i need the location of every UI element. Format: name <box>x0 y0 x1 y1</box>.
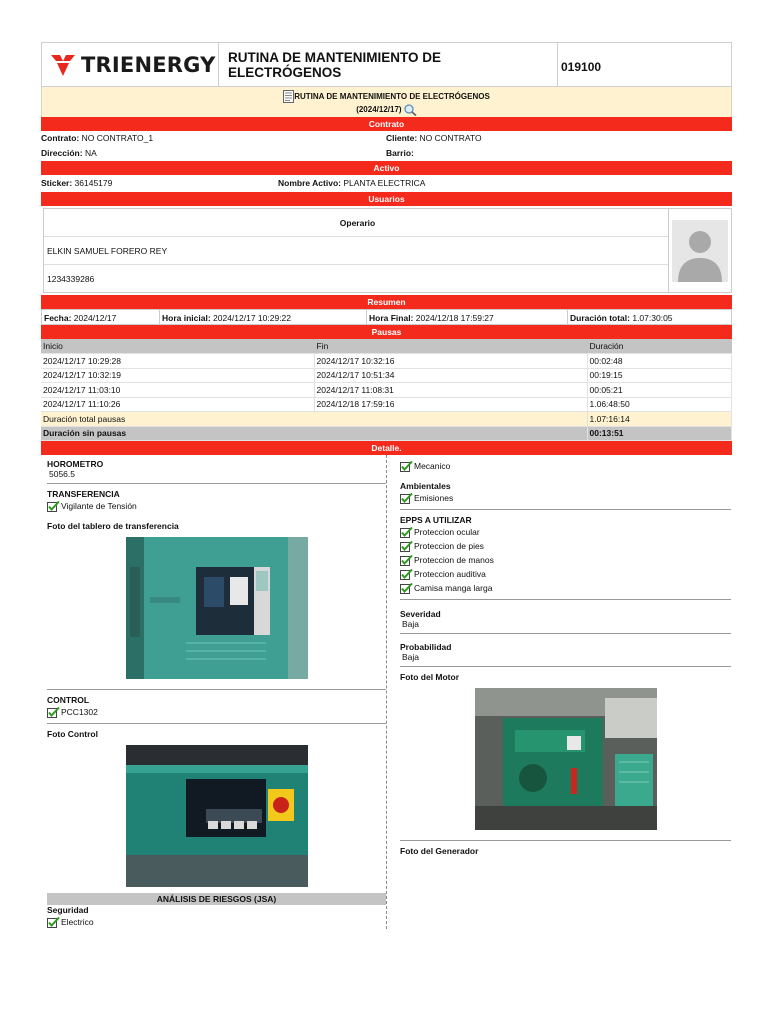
checked-item <box>400 553 731 567</box>
mecanico-field <box>400 459 731 473</box>
foto-control-field <box>47 729 386 887</box>
epps-label: EPPS A UTILIZAR <box>400 515 472 525</box>
foto-motor-label: Foto del Motor <box>400 672 460 682</box>
pausa-duracion: 00:19:15 <box>587 368 732 383</box>
trienergy-logo-icon <box>50 52 76 78</box>
sin-pausas-row <box>41 426 732 441</box>
photo-tablero-transferencia[interactable] <box>126 537 308 679</box>
checked-item-label: Emisiones <box>414 493 454 503</box>
checked-item <box>47 705 386 719</box>
cliente-field: Cliente: NO CONTRATO <box>386 133 482 143</box>
checked-item-label: Proteccion de manos <box>414 555 494 565</box>
checkbox-checked-icon <box>400 555 413 566</box>
checked-item <box>47 499 386 513</box>
pausa-inicio: 2024/12/17 11:03:10 <box>41 383 314 398</box>
detalle-section <box>41 455 732 929</box>
direccion-field: Dirección: NA <box>41 148 97 158</box>
control-panel-photo <box>126 745 308 887</box>
section-bar-detalle: Detalle. <box>41 441 732 455</box>
epps-field <box>400 515 731 600</box>
column-header: Duración <box>587 339 732 354</box>
severidad-label: Severidad <box>400 609 441 619</box>
checked-item <box>400 491 731 505</box>
barrio-field: Barrio: <box>386 148 414 158</box>
checkbox-checked-icon <box>400 583 413 594</box>
checked-item <box>47 915 386 929</box>
probabilidad-label: Probabilidad <box>400 642 452 652</box>
checked-item-label: Proteccion ocular <box>414 527 480 537</box>
pausas-table <box>41 339 732 441</box>
nombre-activo-field: Nombre Activo: PLANTA ELECTRICA <box>278 178 426 188</box>
detalle-left-column <box>41 455 386 929</box>
seguridad-label: Seguridad <box>47 905 89 915</box>
sticker-field: Sticker: 36145179 <box>41 178 113 188</box>
contrato-field: Contrato: NO CONTRATO_1 <box>41 133 154 143</box>
pausa-fin: 2024/12/17 10:32:16 <box>314 354 587 369</box>
total-pausas-row <box>41 412 732 427</box>
hora-final-field: Hora Final: 2024/12/18 17:59:27 <box>367 310 568 324</box>
checked-item-label: Camisa manga larga <box>414 583 493 593</box>
table-row <box>41 354 732 369</box>
activo-row <box>41 175 732 192</box>
foto-generador-label: Foto del Generador <box>400 846 479 856</box>
checkbox-checked-icon <box>400 493 413 504</box>
checked-item <box>400 459 731 473</box>
horometro-value: 5056.5 <box>49 469 75 479</box>
checked-item-label: Electrico <box>61 917 94 927</box>
checked-item-label: Proteccion auditiva <box>414 569 486 579</box>
probabilidad-value: Baja <box>402 652 420 662</box>
table-header-row <box>41 339 732 354</box>
report-header <box>41 42 732 87</box>
brand-name: TRIENERGY <box>81 52 216 77</box>
sin-pausas-label: Duración sin pausas <box>41 426 587 441</box>
photo-motor[interactable] <box>475 688 657 830</box>
engine-photo <box>475 688 657 830</box>
checked-item-label: Proteccion de pies <box>414 541 484 551</box>
sin-pausas-value: 00:13:51 <box>587 426 732 441</box>
user-card <box>43 208 732 293</box>
section-bar-resumen: Resumen <box>41 295 732 309</box>
pausa-fin: 2024/12/17 11:08:31 <box>314 383 587 398</box>
user-id: 1234339286 <box>47 274 95 284</box>
total-pausas-label: Duración total pausas <box>41 412 587 427</box>
user-role: Operario <box>44 209 668 237</box>
seguridad-field <box>47 905 386 929</box>
pausa-inicio: 2024/12/17 10:29:28 <box>41 354 314 369</box>
magnifier-icon[interactable] <box>404 104 417 116</box>
report-title: RUTINA DE MANTENIMIENTO DE ELECTRÓGENOS <box>219 43 558 86</box>
ambientales-field <box>400 481 731 510</box>
detalle-right-column <box>386 455 731 929</box>
table-row <box>41 368 732 383</box>
checked-item <box>400 525 731 539</box>
foto-control-label: Foto Control <box>47 729 98 739</box>
probabilidad-field <box>400 639 731 667</box>
report-code: 019100 <box>561 60 602 74</box>
checkbox-checked-icon <box>400 461 413 472</box>
duracion-total-field: Duración total: 1.07:30:05 <box>570 313 673 323</box>
pausa-fin: 2024/12/18 17:59:16 <box>314 397 587 412</box>
checked-item-label: Vigilante de Tensión <box>61 501 137 511</box>
photo-control[interactable] <box>126 745 308 887</box>
avatar <box>669 209 731 292</box>
subheader-date: (2024/12/17) <box>356 105 402 115</box>
report-subheader <box>41 87 732 117</box>
transferencia-field <box>47 489 386 513</box>
foto-generador-field <box>400 846 731 856</box>
section-bar-contrato: Contrato <box>41 117 732 131</box>
column-header: Fin <box>314 339 587 354</box>
user-name: ELKIN SAMUEL FORERO REY <box>44 237 668 265</box>
checkbox-checked-icon <box>400 541 413 552</box>
control-field <box>47 695 386 724</box>
pausa-inicio: 2024/12/17 11:10:26 <box>41 397 314 412</box>
checkbox-checked-icon <box>47 501 60 512</box>
checkbox-checked-icon <box>400 527 413 538</box>
table-row <box>41 383 732 398</box>
pausa-fin: 2024/12/17 10:51:34 <box>314 368 587 383</box>
ambientales-label: Ambientales <box>400 481 451 491</box>
subheader-title: RUTINA DE MANTENIMIENTO DE ELECTRÓGENOS <box>294 92 490 101</box>
checkbox-checked-icon <box>400 569 413 580</box>
section-bar-activo: Activo <box>41 161 732 175</box>
foto-tablero-field <box>47 521 386 690</box>
section-bar-pausas: Pausas <box>41 325 732 339</box>
checked-item-label: PCC1302 <box>61 707 98 717</box>
transfer-panel-photo <box>126 537 308 679</box>
contrato-row-2 <box>41 146 732 161</box>
report-page <box>41 42 732 929</box>
transferencia-label: TRANSFERENCIA <box>47 489 120 499</box>
company-logo <box>42 43 219 86</box>
foto-tablero-label: Foto del tablero de transferencia <box>47 521 179 531</box>
horometro-field <box>47 459 386 484</box>
resumen-row <box>41 309 732 325</box>
pausa-duracion: 00:05:21 <box>587 383 732 398</box>
table-row <box>41 397 732 412</box>
pausa-inicio: 2024/12/17 10:32:19 <box>41 368 314 383</box>
contrato-row-1 <box>41 131 732 146</box>
jsa-header: ANÁLISIS DE RIESGOS (JSA) <box>47 893 386 905</box>
document-icon[interactable] <box>283 90 294 103</box>
user-info <box>44 209 669 292</box>
checkbox-checked-icon <box>47 707 60 718</box>
checked-item <box>400 581 731 595</box>
pausa-duracion: 00:02:48 <box>587 354 732 369</box>
user-silhouette-icon <box>672 220 728 282</box>
control-label: CONTROL <box>47 695 90 705</box>
checked-item-label: Mecanico <box>414 461 451 471</box>
severidad-value: Baja <box>402 619 420 629</box>
checked-item <box>400 539 731 553</box>
column-header: Inicio <box>41 339 314 354</box>
pausa-duracion: 1.06:48:50 <box>587 397 732 412</box>
checkbox-checked-icon <box>47 917 60 928</box>
fecha-field: Fecha: 2024/12/17 <box>42 310 160 324</box>
checked-item <box>400 567 731 581</box>
foto-motor-field <box>400 672 731 841</box>
section-bar-usuarios: Usuarios <box>41 192 732 206</box>
severidad-field <box>400 605 731 634</box>
total-pausas-value: 1.07:16:14 <box>587 412 732 427</box>
horometro-label: HOROMETRO <box>47 459 104 469</box>
hora-inicial-field: Hora inicial: 2024/12/17 10:29:22 <box>160 310 367 324</box>
